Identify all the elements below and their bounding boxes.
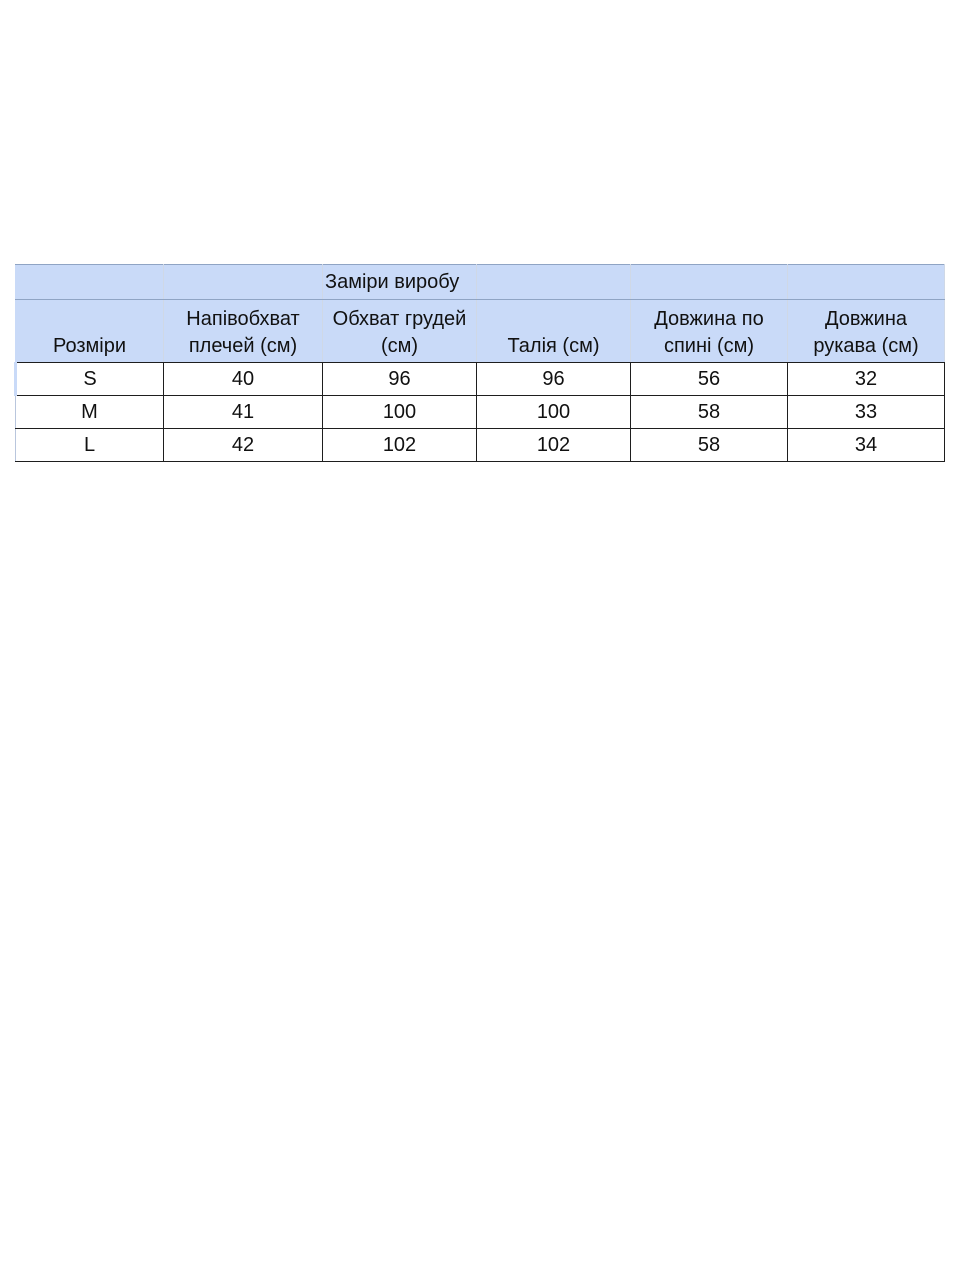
sleeve-length-cell: 33: [788, 396, 945, 429]
group-header-cell-empty: [16, 265, 164, 300]
chest-cell: 102: [323, 429, 477, 462]
sleeve-length-cell: 34: [788, 429, 945, 462]
chest-cell: 96: [323, 363, 477, 396]
back-length-cell: 56: [631, 363, 788, 396]
column-header-sleeve-length: Довжина рукава (см): [788, 300, 945, 363]
table-row: [16, 396, 945, 429]
table-row: [16, 429, 945, 462]
group-header-cell-empty: [631, 265, 788, 300]
column-header-back-length: Довжина по спині (см): [631, 300, 788, 363]
group-header-cell-empty: [477, 265, 631, 300]
size-cell: S: [16, 363, 164, 396]
size-chart-table: [14, 264, 945, 462]
chest-cell: 100: [323, 396, 477, 429]
sleeve-length-cell: 32: [788, 363, 945, 396]
shoulder-cell: 41: [164, 396, 323, 429]
size-cell: L: [16, 429, 164, 462]
waist-cell: 96: [477, 363, 631, 396]
column-header-size: Розміри: [16, 300, 164, 363]
group-header-title: Заміри виробу: [323, 265, 477, 300]
waist-cell: 100: [477, 396, 631, 429]
waist-cell: 102: [477, 429, 631, 462]
group-header-row: [16, 265, 945, 300]
shoulder-cell: 42: [164, 429, 323, 462]
group-header-cell-empty: [788, 265, 945, 300]
back-length-cell: 58: [631, 429, 788, 462]
column-header-shoulder: Напівобхват плечей (см): [164, 300, 323, 363]
column-header-row: [16, 300, 945, 363]
shoulder-cell: 40: [164, 363, 323, 396]
column-header-waist: Талія (см): [477, 300, 631, 363]
back-length-cell: 58: [631, 396, 788, 429]
column-header-chest: Обхват грудей (см): [323, 300, 477, 363]
size-cell: M: [16, 396, 164, 429]
table-row: [16, 363, 945, 396]
group-header-cell-empty: [164, 265, 323, 300]
